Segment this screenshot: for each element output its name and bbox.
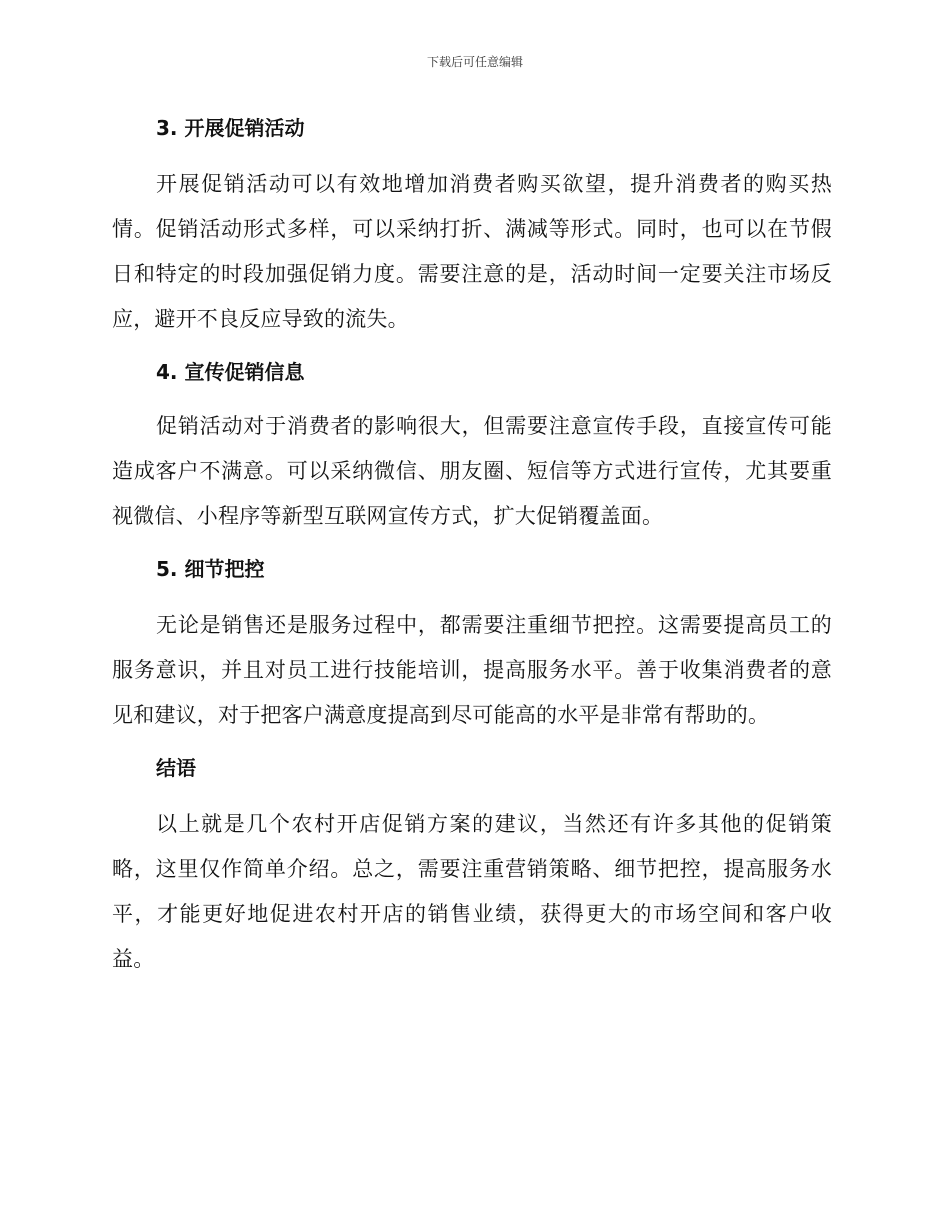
section-heading-promotion-publicity: 4. 宣传促销信息	[156, 360, 305, 384]
document-body	[112, 110, 832, 982]
page-header: 下载后可任意编辑	[426, 55, 523, 69]
section-paragraph-promotion-activities: 开展促销活动可以有效地增加消费者购买欲望，提升消费者的购买热情。促销活动形式多样，可以采纳打折、满减等形式。同时，也可以在节假日和特定的时段加强促销力度。需要注意的是，活动时间一定要关注市场反应，避开不良反应导致的流失。	[112, 172, 832, 331]
section-heading-promotion-activities: 3. 开展促销活动	[156, 116, 305, 140]
section-paragraph-promotion-publicity: 促销活动对于消费者的影响很大，但需要注意宣传手段，直接宣传可能造成客户不满意。可以采纳微信、朋友圈、短信等方式进行宣传，尤其要重视微信、小程序等新型互联网宣传方式，扩大促销覆盖面。	[112, 414, 832, 528]
section-heading-conclusion: 结语	[156, 756, 196, 780]
section-paragraph-detail-control: 无论是销售还是服务过程中，都需要注重细节把控。这需要提高员工的服务意识，并且对员工进行技能培训，提高服务水平。善于收集消费者的意见和建议，对于把客户满意度提高到尽可能高的水平是非常有帮助的。	[112, 613, 832, 727]
section-paragraph-conclusion: 以上就是几个农村开店促销方案的建议，当然还有许多其他的促销策略，这里仅作简单介绍。总之，需要注重营销策略、细节把控，提高服务水平，才能更好地促进农村开店的销售业绩，获得更大的市场空间和客户收益。	[112, 812, 832, 971]
section-heading-detail-control: 5. 细节把控	[156, 557, 265, 581]
